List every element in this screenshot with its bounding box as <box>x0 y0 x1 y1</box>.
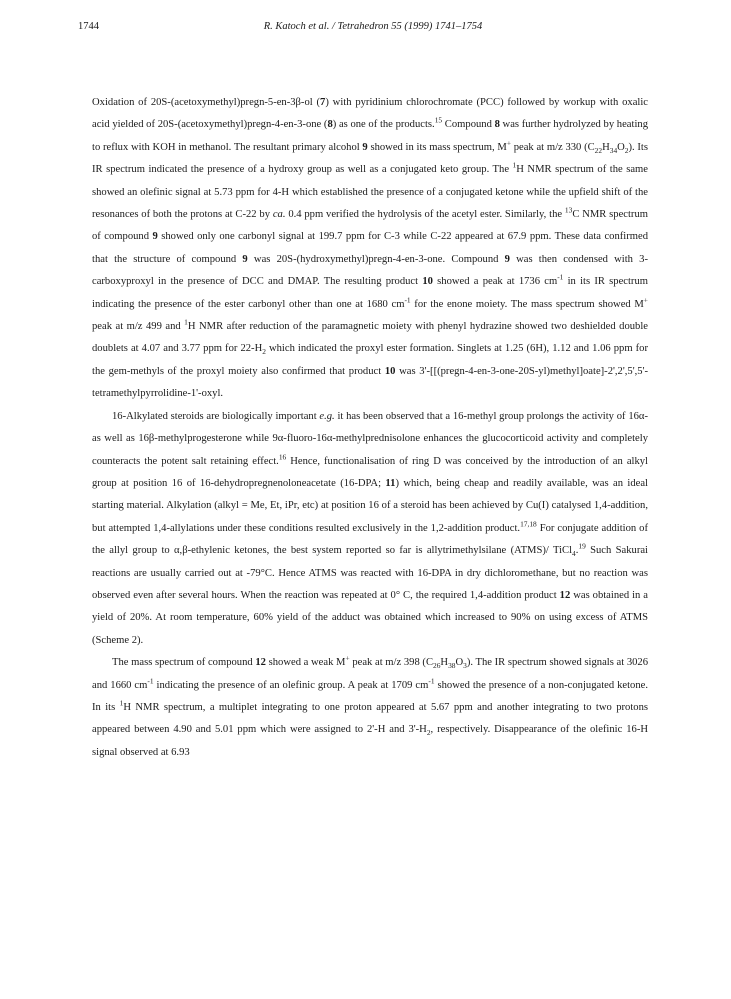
text-segment: 9 <box>362 141 368 153</box>
text-segment: showed a peak at 1736 cm <box>432 276 558 288</box>
text-segment: was 20S-(hydroxymethyl)pregn-4-en-3-one. Compound <box>247 253 505 265</box>
text-segment: 12 <box>559 589 571 601</box>
text-segment: -1 <box>557 272 564 282</box>
text-segment: 17,18 <box>520 519 537 529</box>
text-segment: ). The IR spectrum showed signals at 3026 and 1660 cm <box>92 657 649 691</box>
text-segment: e.g. <box>319 410 335 422</box>
text-segment: + <box>345 653 350 663</box>
text-segment: it has been observed that a 16-methyl group prolongs the activity of 16α- as well as 16β-methylprogesterone while 9α-fluoro-16α-methylprednisolone enhances the glucocorticoid activity and completely counteracts the potent salt retaining effect. <box>92 410 649 467</box>
text-segment: was 3'-[[(pregn-4-en-3-one-20S-yl)methyl]oate]-2',2',5',5'-tetramethylpyrrolidine-1'-oxyl. <box>92 365 649 400</box>
text-segment: 9 <box>152 231 158 243</box>
text-segment: Such Sakurai reactions are usually carried out at -79°C. Hence ATMS was reacted with 16-DPA in dry dichloromethane, but no reaction was observed even after several hours. When the reaction was repeated at 0° C, the required 1,4-addition product <box>92 545 648 601</box>
text-segment: O <box>455 657 464 669</box>
text-segment: 26 <box>433 661 441 671</box>
text-segment: H NMR spectrum of the same showed an olefinic signal at 5.73 ppm for 4-H which established the presence of a conjugated ketone while the upfield shift of the resonances of both the protons at C-22 by <box>92 164 648 221</box>
body-text <box>92 92 648 764</box>
text-segment: 2 <box>426 728 431 738</box>
text-segment: 10 <box>384 365 396 377</box>
running-head: R. Katoch et al. / Tetrahedron 55 (1999) 1741–1754 <box>263 21 483 32</box>
text-segment: -1 <box>428 676 435 686</box>
text-segment: ) as one of the products. <box>332 119 435 131</box>
text-segment: was then condensed with 3-carboxyproxyl in the presence of DCC and DMAP. The resulting product <box>92 253 648 288</box>
paragraph-alkylated-steroids <box>92 406 648 652</box>
text-segment: 9 <box>242 253 248 265</box>
text-segment: For conjugate addition of the allyl group to α,β-ethylenic ketones, the best system reported so far is allytrimethylsilane (ATMS)/ TiCl <box>92 522 648 557</box>
text-segment: 34 <box>609 145 618 155</box>
text-segment: -1 <box>404 295 411 305</box>
text-segment: indicating the presence of an olefinic group. A peak at 1709 cm <box>153 679 429 691</box>
paragraph-mass-spectrum <box>92 652 648 764</box>
text-segment: 22 <box>594 145 603 155</box>
text-segment: showed a weak M <box>265 657 346 669</box>
text-segment: which indicated the proxyl ester formation. Singlets at 1.25 (6H), 1.12 and 1.06 ppm for the gem-methyls of the proxyl moiety also confirmed that product <box>92 343 648 377</box>
text-segment: 11 <box>385 477 396 489</box>
text-segment: 4 <box>572 549 576 559</box>
text-segment: 10 <box>422 276 433 288</box>
text-segment: peak at m/z 398 (C <box>349 657 434 669</box>
text-segment: 15 <box>434 115 443 125</box>
text-segment: 13 <box>564 205 573 215</box>
text-segment: ). Its IR spectrum indicated the presence of a hydroxy group as well as a conjugated keto group. The <box>92 141 649 176</box>
text-segment: 3 <box>463 661 467 671</box>
text-segment: 19 <box>578 541 586 551</box>
text-segment: 1 <box>512 160 517 170</box>
text-segment: 7 <box>320 97 326 108</box>
text-segment: + <box>643 295 648 305</box>
text-segment: Compound <box>442 119 495 131</box>
text-segment: 16 <box>278 451 287 461</box>
text-segment: 8 <box>327 119 333 131</box>
page-number: 1744 <box>78 21 99 32</box>
text-segment: peak at m/z 499 and <box>92 321 185 333</box>
text-segment: peak at m/z 330 (C <box>511 141 595 153</box>
text-segment: 12 <box>255 657 266 669</box>
text-segment: ) which, being cheap and readily available, was an ideal starting material. Alkylation (alkyl = Me, Et, iPr, etc) at position 16 of a steroid has been achieved by Cu(I) catalysed 1,4-addition, but attempted 1,4-allylations under these conditions resulted exclusively in the 1,2-addition product. <box>92 477 648 534</box>
text-segment: 2 <box>262 347 266 357</box>
text-segment: showed in its mass spectrum, M <box>367 141 507 153</box>
text-segment: The mass spectrum of compound <box>112 657 256 669</box>
text-segment: H <box>602 141 610 153</box>
text-segment: 2 <box>624 145 629 155</box>
text-segment: O <box>617 141 625 153</box>
text-segment: 1 <box>184 317 188 327</box>
text-segment: was obtained in a yield of 20%. At room temperature, 60% yield of the adduct was obtained which increased to 90% on using excess of ATMS (Scheme 2). <box>92 589 648 646</box>
text-segment: showed the presence of a non-conjugated ketone. In its <box>92 679 648 713</box>
text-segment: . <box>575 545 579 557</box>
text-segment: H NMR spectrum, a multiplet integrating to one proton appeared at 5.67 ppm and another integrating to two protons appeared between 4.90 and 5.01 ppm which were assigned to 2'-H and 3'-H <box>92 701 648 736</box>
text-segment: Oxidation of 20S-(acetoxymethyl)pregn-5-en-3β-ol ( <box>92 97 321 108</box>
paragraph-oxidation <box>92 92 648 406</box>
text-segment: for the enone moiety. The mass spectrum showed M <box>410 298 644 310</box>
text-segment: -1 <box>147 676 154 686</box>
text-segment: 9 <box>504 253 510 265</box>
text-segment: H NMR after reduction of the paramagnetic moiety with phenyl hydrazine showed two deshielded double doublets at 4.07 and 3.77 ppm for 22-H <box>92 321 648 355</box>
text-segment: 38 <box>448 661 456 671</box>
text-segment: ) with pyridinium chlorochromate (PCC) followed by workup with oxalic acid yielded of 20S-(acetoxymethyl)pregn-4-en-3-one ( <box>92 97 648 131</box>
text-segment: ca. <box>272 209 286 221</box>
text-segment: showed only one carbonyl signal at 199.7 ppm for C-3 while C-22 appeared at 67.9 ppm. These data confirmed that the structure of compound <box>92 231 648 265</box>
text-segment: , respectively. Disappearance of the olefinic 16-H signal observed at 6.93 <box>92 724 648 758</box>
text-segment: 8 <box>494 119 500 131</box>
text-segment: 1 <box>119 698 124 708</box>
text-segment: Hence, functionalisation of ring D was conceived by the introduction of an alkyl group at position 16 of 16-dehydropregnenoloneacetate (16-DPA; <box>92 455 648 489</box>
text-segment: 0.4 ppm verified the hydrolysis of the acetyl ester. Similarly, the <box>285 209 565 221</box>
text-segment: in its IR spectrum indicating the presence of the ester carbonyl other than one at 1680 cm <box>92 276 648 310</box>
text-segment: + <box>506 138 511 148</box>
text-segment: C NMR spectrum of compound <box>92 209 648 243</box>
page-header <box>78 21 668 37</box>
text-segment: 16-Alkylated steroids are biologically important <box>112 410 320 422</box>
text-segment: was further hydrolyzed by heating to reflux with KOH in methanol. The resultant primary alcohol <box>92 119 648 153</box>
text-segment: H <box>440 657 449 669</box>
